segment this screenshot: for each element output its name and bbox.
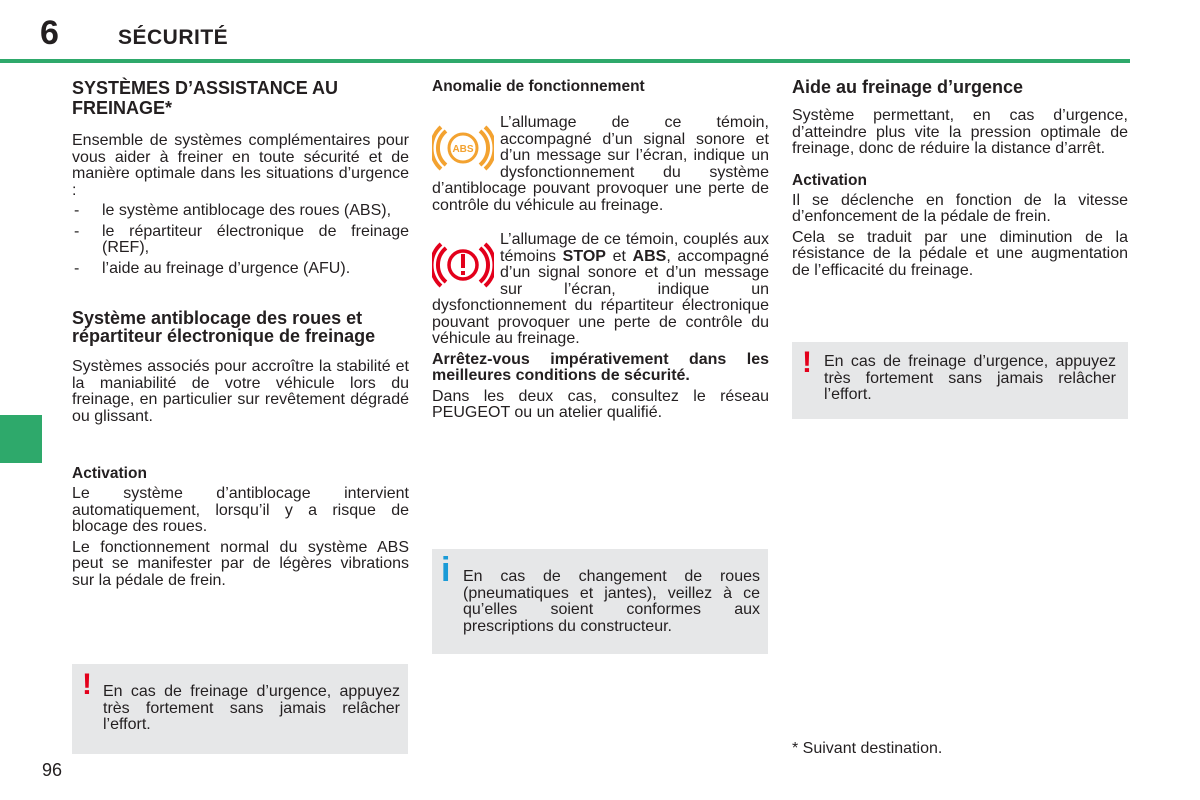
chapter-title: SÉCURITÉ bbox=[118, 26, 229, 49]
warning-note-right bbox=[792, 342, 1128, 419]
list-item: - le répartiteur électronique de freinage (REF), bbox=[72, 224, 409, 257]
warning-exclamation-icon: ! bbox=[802, 346, 812, 379]
brake-warning-text: L’allumage de ce témoin, couplés aux témoins STOP et ABS, accompagné d’un signal sonore et d’un message sur l’écran, indique un dysfonctionnement du répartiteur électronique pouvant provoquer une perte de contrôle du véhicule au freinage. bbox=[432, 231, 769, 347]
column-2 bbox=[432, 78, 769, 422]
section-title-abs-ref: Système antiblocage des roues et répartiteur électronique de freinage bbox=[72, 308, 376, 346]
warning-note-text: En cas de freinage d’urgence, appuyez très fortement sans jamais relâcher l’effort. bbox=[824, 353, 1116, 403]
activation-text-1: Il se déclenche en fonction de la vitesse d’enfoncement de la pédale de frein. bbox=[792, 191, 1128, 225]
page-number: 96 bbox=[42, 760, 63, 780]
list-item: - le système antiblocage des roues (ABS), bbox=[72, 203, 409, 220]
header-rule bbox=[0, 59, 1130, 63]
chapter-number: 6 bbox=[40, 14, 59, 52]
info-note-text: En cas de changement de roues (pneumatiques et jantes), veillez à ce qu’elles soient conformes aux prescriptions du constructeur. bbox=[463, 568, 760, 635]
activation-text-2: Cela se traduit par une diminution de la résistance de la pédale et une augmentation de l’efficacité du freinage. bbox=[792, 228, 1128, 279]
warning-note-text: En cas de freinage d’urgence, appuyez très fortement sans jamais relâcher l’effort. bbox=[103, 683, 400, 733]
consult-text: Dans les deux cas, consultez le réseau PEUGEOT ou un atelier qualifié. bbox=[432, 387, 769, 421]
brake-warning-lamp-icon bbox=[432, 240, 494, 290]
abs-warning-lamp-icon bbox=[432, 123, 494, 173]
activation-text-2: Le fonctionnement normal du système ABS peut se manifester par de légères vibrations sur la pédale de frein. bbox=[72, 538, 409, 589]
emergency-braking-title: Aide au freinage d’urgence bbox=[792, 77, 1024, 97]
warning-exclamation-icon: ! bbox=[82, 668, 92, 701]
footnote: * Suivant destination. bbox=[792, 740, 943, 757]
activation-title: Activation bbox=[72, 465, 147, 482]
intro-text: Ensemble de systèmes complémentaires pour vous aider à freiner en toute sécurité et de manière optimale dans les situations d’urgence : bbox=[72, 132, 409, 199]
activation-text-1: Le système d’antiblocage intervient automatiquement, lorsqu’il y a risque de blocage des roues. bbox=[72, 485, 409, 535]
info-note bbox=[432, 549, 768, 654]
abs-ref-text: Systèmes associés pour accroître la stabilité et la maniabilité de votre véhicule lors du freinage, en particulier sur revêtement dégradé ou glissant. bbox=[72, 358, 409, 425]
brake-warning-block bbox=[432, 232, 769, 348]
stop-warning-text: Arrêtez-vous impérativement dans les meilleures conditions de sécurité. bbox=[432, 350, 769, 384]
abs-lamp-label: ABS bbox=[452, 144, 474, 155]
abs-warning-text: L’allumage de ce témoin, accompagné d’un signal sonore et d’un message sur l’écran, indique un dysfonctionnement du système d’antiblocage pouvant provoquer une perte de contrôle du véhicule au freinage. bbox=[432, 114, 769, 214]
info-icon: i bbox=[441, 551, 451, 589]
systems-list bbox=[72, 203, 409, 277]
emergency-braking-intro: Système permettant, en cas d’urgence, d’atteindre plus vite la pression optimale de freinage, donc de réduire la distance d’arrêt. bbox=[792, 107, 1128, 157]
chapter-side-tab bbox=[0, 415, 42, 463]
warning-note-left bbox=[72, 664, 408, 754]
list-item: - l’aide au freinage d’urgence (AFU). bbox=[72, 261, 409, 278]
column-3 bbox=[792, 78, 1128, 279]
malfunction-title: Anomalie de fonctionnement bbox=[432, 78, 645, 95]
column-1 bbox=[72, 78, 409, 589]
abs-warning-block bbox=[432, 115, 769, 214]
activation-title: Activation bbox=[792, 171, 867, 189]
section-title-braking-assist: SYSTÈMES D’ASSISTANCE AU FREINAGE* bbox=[72, 78, 339, 118]
